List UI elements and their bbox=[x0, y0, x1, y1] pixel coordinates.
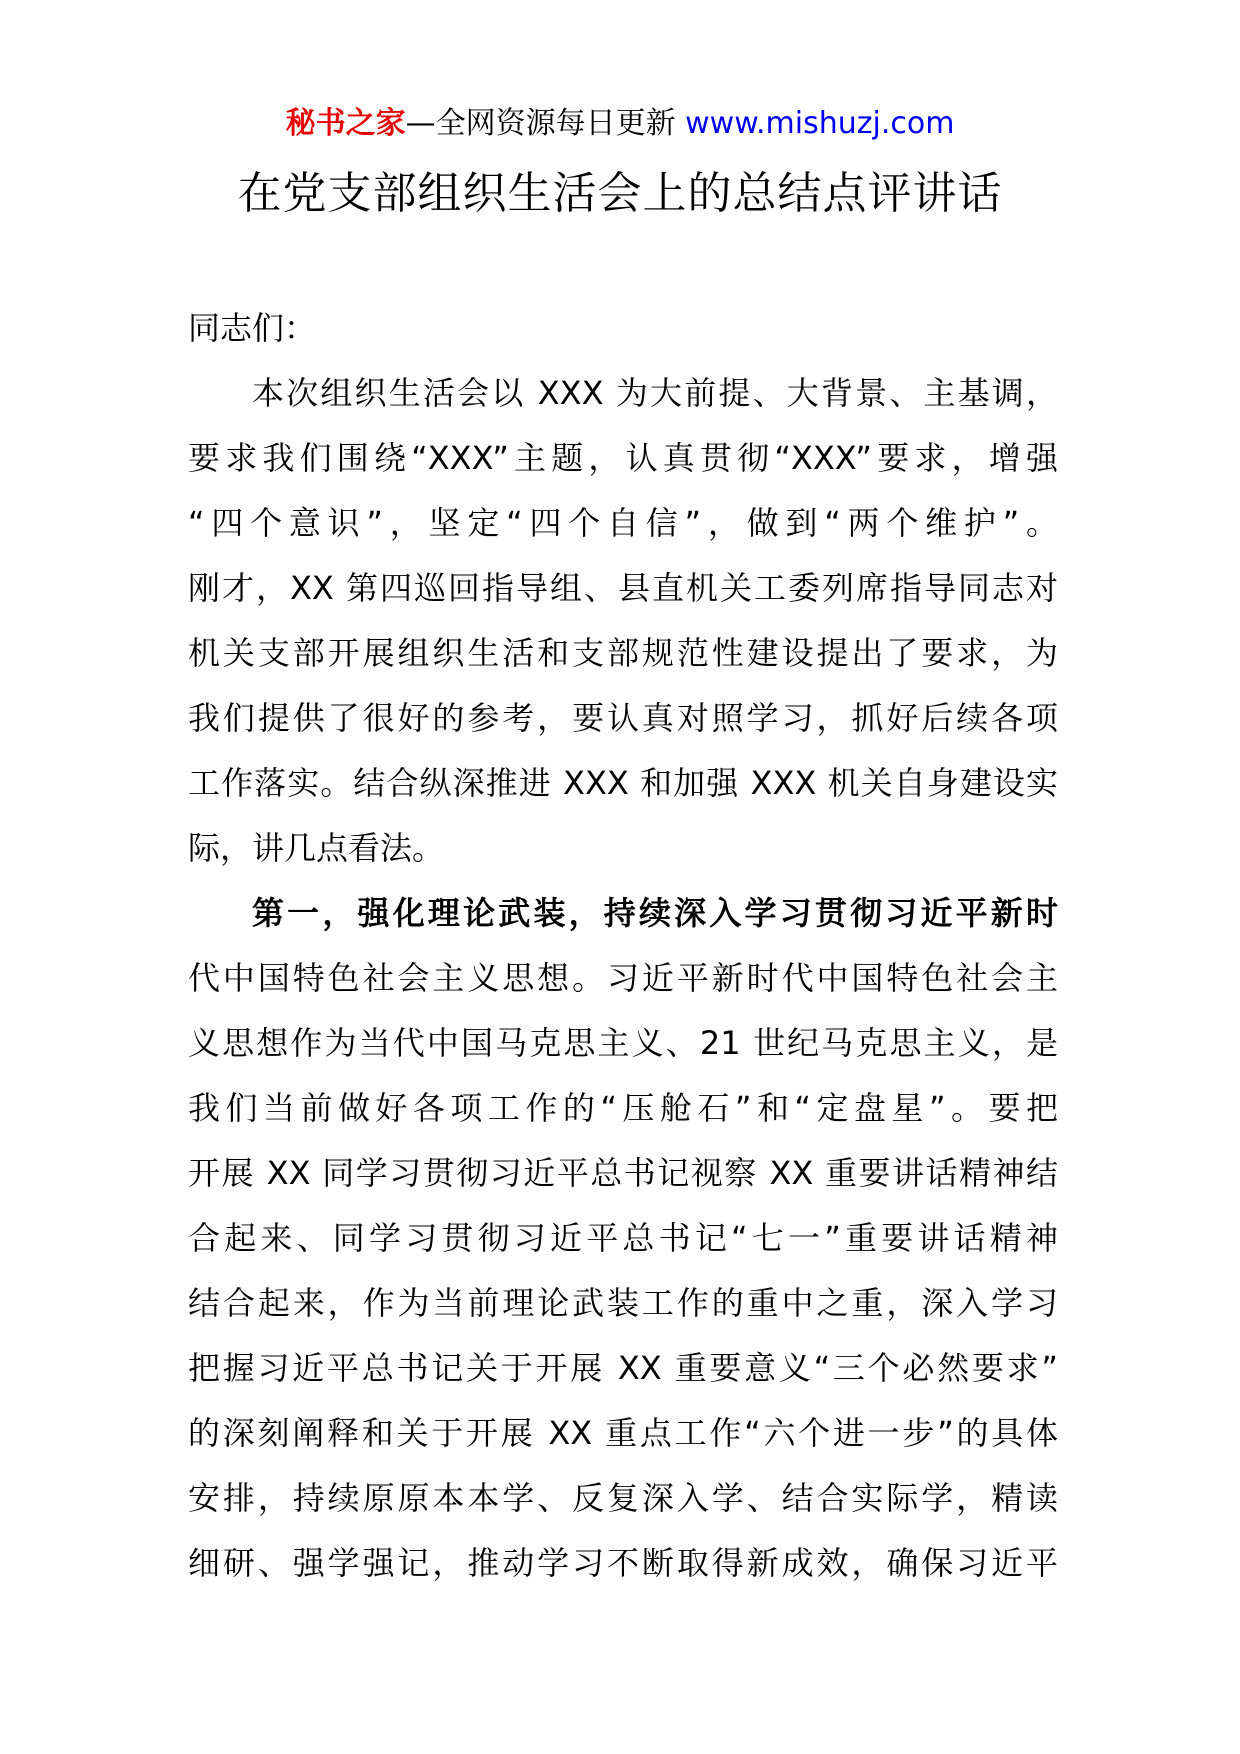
paragraph-line: 际，讲几点看法。 bbox=[188, 829, 445, 867]
site-url-link[interactable]: www.mishuzj.com bbox=[685, 106, 955, 141]
site-banner bbox=[0, 102, 1240, 146]
paragraph-line: 的深刻阐释和关于开展 XX 重点工作“六个进一步”的具体 bbox=[188, 1414, 1058, 1452]
paragraph-2 bbox=[188, 881, 1058, 1596]
paragraph-line: 合起来、同学习贯彻习近平总书记“七一”重要讲话精神 bbox=[188, 1219, 1058, 1257]
paragraph-line: 我们当前做好各项工作的“压舱石”和“定盘星”。要把 bbox=[188, 1089, 1058, 1127]
paragraph-line: 安排，持续原原本本学、反复深入学、结合实际学，精读 bbox=[188, 1479, 1058, 1517]
paragraph-heading-line: 第一，强化理论武装，持续深入学习贯彻习近平新时 bbox=[252, 894, 1058, 932]
paragraph-line: 我们提供了很好的参考，要认真对照学习，抓好后续各项 bbox=[188, 699, 1058, 737]
site-brand: 秘书之家 bbox=[285, 106, 406, 141]
salutation: 同志们： bbox=[188, 309, 317, 347]
paragraph-line: 本次组织生活会以 XXX 为大前提、大背景、主基调， bbox=[252, 374, 1058, 412]
document-body bbox=[188, 296, 1058, 1596]
document-title: 在党支部组织生活会上的总结点评讲话 bbox=[237, 168, 1003, 219]
paragraph-line: 义思想作为当代中国马克思主义、21 世纪马克思主义，是 bbox=[188, 1024, 1058, 1062]
paragraph-line: 机关支部开展组织生活和支部规范性建设提出了要求，为 bbox=[188, 634, 1058, 672]
site-tagline: —全网资源每日更新 bbox=[405, 106, 676, 141]
paragraph-line: 结合起来，作为当前理论武装工作的重中之重，深入学习 bbox=[188, 1284, 1058, 1322]
paragraph-line: 代中国特色社会主义思想。习近平新时代中国特色社会主 bbox=[188, 959, 1058, 997]
paragraph-line: “四个意识”，坚定“四个自信”，做到“两个维护”。 bbox=[188, 504, 1058, 542]
paragraph-line: 要求我们围绕“XXX”主题，认真贯彻“XXX”要求，增强 bbox=[188, 439, 1058, 477]
paragraph-line: 细研、强学强记，推动学习不断取得新成效，确保习近平 bbox=[188, 1544, 1058, 1582]
paragraph-line: 把握习近平总书记关于开展 XX 重要意义“三个必然要求” bbox=[188, 1349, 1058, 1387]
paragraph-line: 工作落实。结合纵深推进 XXX 和加强 XXX 机关自身建设实 bbox=[188, 764, 1058, 802]
paragraph-line: 开展 XX 同学习贯彻习近平总书记视察 XX 重要讲话精神结 bbox=[188, 1154, 1058, 1192]
paragraph-1 bbox=[188, 361, 1058, 881]
paragraph-line: 刚才，XX 第四巡回指导组、县直机关工委列席指导同志对 bbox=[188, 569, 1058, 607]
